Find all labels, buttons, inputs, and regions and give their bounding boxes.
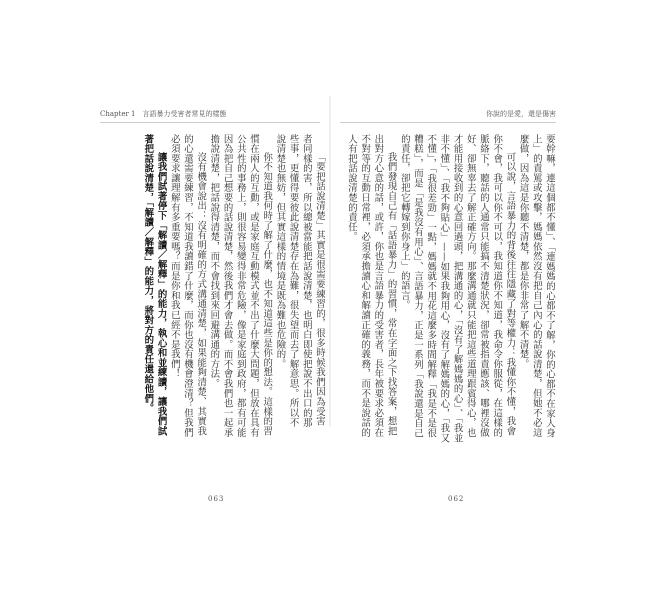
- page-number: 062: [448, 495, 465, 503]
- paragraph: 要幹嘛，連這個都不懂」、「連媽媽的心都不了解，你的心都不在家人身上」的責罵或攻擊，媽媽依然沒有把自己內心的話說清楚，但她不必這麼做，因為這是你聽不清楚，都是你非常了解不清楚。: [517, 134, 555, 438]
- paragraph: 我們發現自己有「話語暴力」的習慣，常在字面之下找答案，想把出對方心意的話，或許，你也是言語暴力的受害者，長年被要求必須在不對等的互動日常裡，必須承擔讀心和解讀正確的義務，而不是說話的人有把話說清楚的責任。: [345, 134, 397, 438]
- header-rule: [100, 122, 320, 123]
- left-page: [96, 100, 330, 503]
- header-rule: [340, 122, 556, 123]
- paragraph: 你不知道我何時了解了什麼，也不知道這些是你的想法。這樣的習慣在兩人的互動，或是家庭互動模式並不出了什麼大問題，但放在具有公共性的事務上，則很容易變得非常危險，像是家庭到政府，都有可能因為把自己想要的話說清楚，然後我們才會去做。而不會我們也一起承擔說清楚，把話說得清楚，而不會找到來回避溝通的方法。: [208, 134, 273, 438]
- page-number: 063: [208, 495, 225, 503]
- paragraph: 「要把話說清楚」其實是很需要練習的，很多時候我們因為受害者同樣的害，所以總被當能把話說清楚，也明白即使把說不出口的那些事，更懂得要彼此說清楚存在為難，很失望而去了解意思。所以不說清楚也無妨，但其實這樣的情境是既為難也危險的。: [274, 134, 325, 428]
- body-text: [338, 134, 556, 444]
- paragraph: 可以說，言語暴力的背後往往隱藏了對等權力：我懂你不懂，我會你不會，我可以你不可以，我知道你不知道，我命令你服從，在這樣的脈絡下，聽話的人通常只能搞不清楚狀況，卻常被指責應該、哪裡沒做好、卻無辜去了解正確方向。那麼溝通就只能把這些道理跟賓得心，也才能用接收到的心意回過頭，把溝通的心，「沒有了解媽媽的心」、「我並非不懂」、「我不夠貼心」——如果我夠用心，沒有了解媽媽的心，「我又不懂」，「我很差勁」一點，媽媽就不用花這麼多時間解釋「我是不是很糟糕」，而是「是我沒有用心」、言語暴力，正是一系列「我說還是自己的責任，卻把它轉嫁到你身上」的語言。: [398, 134, 516, 443]
- emphasis-paragraph: 讓我們試著停下「解讀／解釋」的能力，執心和並練讀，讓我們試著把話說清楚，「解讀／解釋」的能力，將對方的責任還給他們。: [142, 134, 167, 436]
- running-header: Chapter 1 言語暴力受害者常見的樣態: [100, 110, 227, 118]
- running-header: 你說的是愛，還是傷害: [486, 110, 556, 118]
- body-text: [104, 134, 326, 444]
- paragraph: 沒有機會說出：沒有明確的方式溝通清楚，如果能夠清楚、其實我的心還需要練習，不知道我讀錯了什麼，而你也沒有機會澄清？但我們必須要求讓理解有多重要嗎？而是你和我已經不是我們！: [168, 134, 207, 438]
- right-page: [330, 100, 564, 503]
